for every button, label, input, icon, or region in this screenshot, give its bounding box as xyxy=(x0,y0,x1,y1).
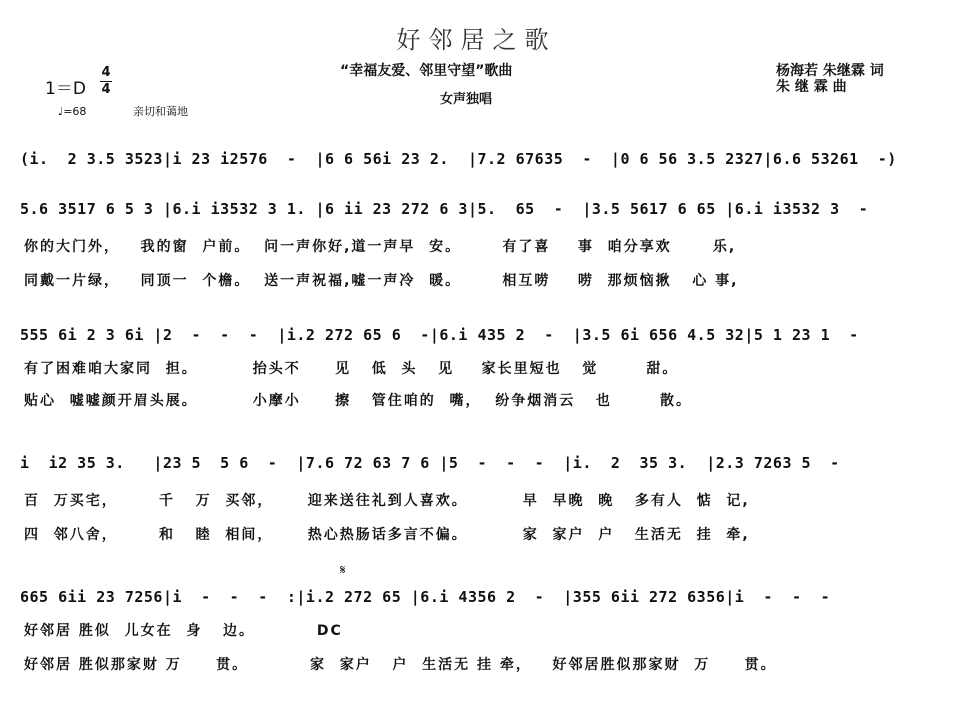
lyricist-credit: 杨海若 朱继霖 词 xyxy=(776,63,884,79)
lyric-line: 好邻居 胜似那家财 万 贯。 家 家户 户 生活无 挂 牵， 好邻居胜似那家财 万 贯。 xyxy=(24,657,777,673)
key-signature: 1＝D xyxy=(45,79,86,99)
staff-notes: 555 6i 2 3 6i |2 - - - |i.2 272 65 6 -|6.i 435 2 - |3.5 6i 656 4.5 32|5 1 23 1 - xyxy=(20,326,859,344)
song-title: 好邻居之歌 xyxy=(396,26,557,54)
lyric-line: 同戴一片绿， 同顶一 个檐。 送一声祝福,嘘一声冷 暖。 相互唠 唠 那烦恼揪 心 事, xyxy=(24,273,739,289)
segno-mark: 𝄋 xyxy=(340,563,346,578)
staff-notes: 5.6 3517 6 5 3 |6.i i3532 3 1. |6 ii 23 272 6 3|5. 65 - |3.5 5617 6 65 |6.i i3532 3 - xyxy=(20,200,869,218)
staff-line-5 xyxy=(20,580,932,624)
lyric-line: 百 万买宅， 千 万 买邻， 迎来送往礼到人喜欢。 早 早晚 晚 多有人 惦 记, xyxy=(24,493,750,509)
lyric-line: 你的大门外， 我的窗 户前。 问一声你好,道一声早 安。 有了喜 事 咱分享欢 乐, xyxy=(24,239,737,255)
expression-mark: 亲切和蔼地 xyxy=(133,105,188,118)
staff-line-4 xyxy=(20,446,932,490)
lyric-line: 有了困难咱大家同 担。 抬头不 见 低 头 见 家长里短也 觉 甜。 xyxy=(24,361,679,377)
time-signature xyxy=(100,66,112,97)
song-subtitle: “幸福友爱、邻里守望”歌曲 xyxy=(340,63,513,79)
staff-line-2 xyxy=(20,192,932,236)
voice-type: 女声独唱 xyxy=(440,92,493,107)
staff-notes: (i. 2 3.5 3523|i 23 i2576 - |6 6 56i 23 2. |7.2 67635 - |0 6 56 3.5 2327|6.6 53261 -) xyxy=(20,150,897,168)
composer-credit: 朱 继 霖 曲 xyxy=(776,79,847,95)
meter-bottom: 4 xyxy=(101,82,111,97)
staff-notes: 665 6ii 23 7256|i - - - :|i.2 272 65 |6.i 4356 2 - |355 6ii 272 6356|i - - - xyxy=(20,588,831,606)
staff-notes: i i2 35 3. |23 5 5 6 - |7.6 72 63 7 6 |5 - - - |i. 2 35 3. |2.3 7263 5 - xyxy=(20,454,840,472)
lyric-line: 好邻居 胜似 儿女在 身 边。 DC xyxy=(24,623,343,639)
tempo-mark: ♩=68 xyxy=(58,105,87,118)
lyric-line: 贴心 嘘嘘颜开眉头展。 小摩小 擦 管住咱的 嘴， 纷争烟消云 也 散。 xyxy=(24,393,692,409)
staff-line-1 xyxy=(20,142,932,186)
staff-line-3 xyxy=(20,318,932,362)
lyric-line: 四 邻八舍， 和 睦 相间， 热心热肠话多言不偏。 家 家户 户 生活无 挂 牵, xyxy=(24,527,750,543)
meter-top: 4 xyxy=(101,65,111,80)
